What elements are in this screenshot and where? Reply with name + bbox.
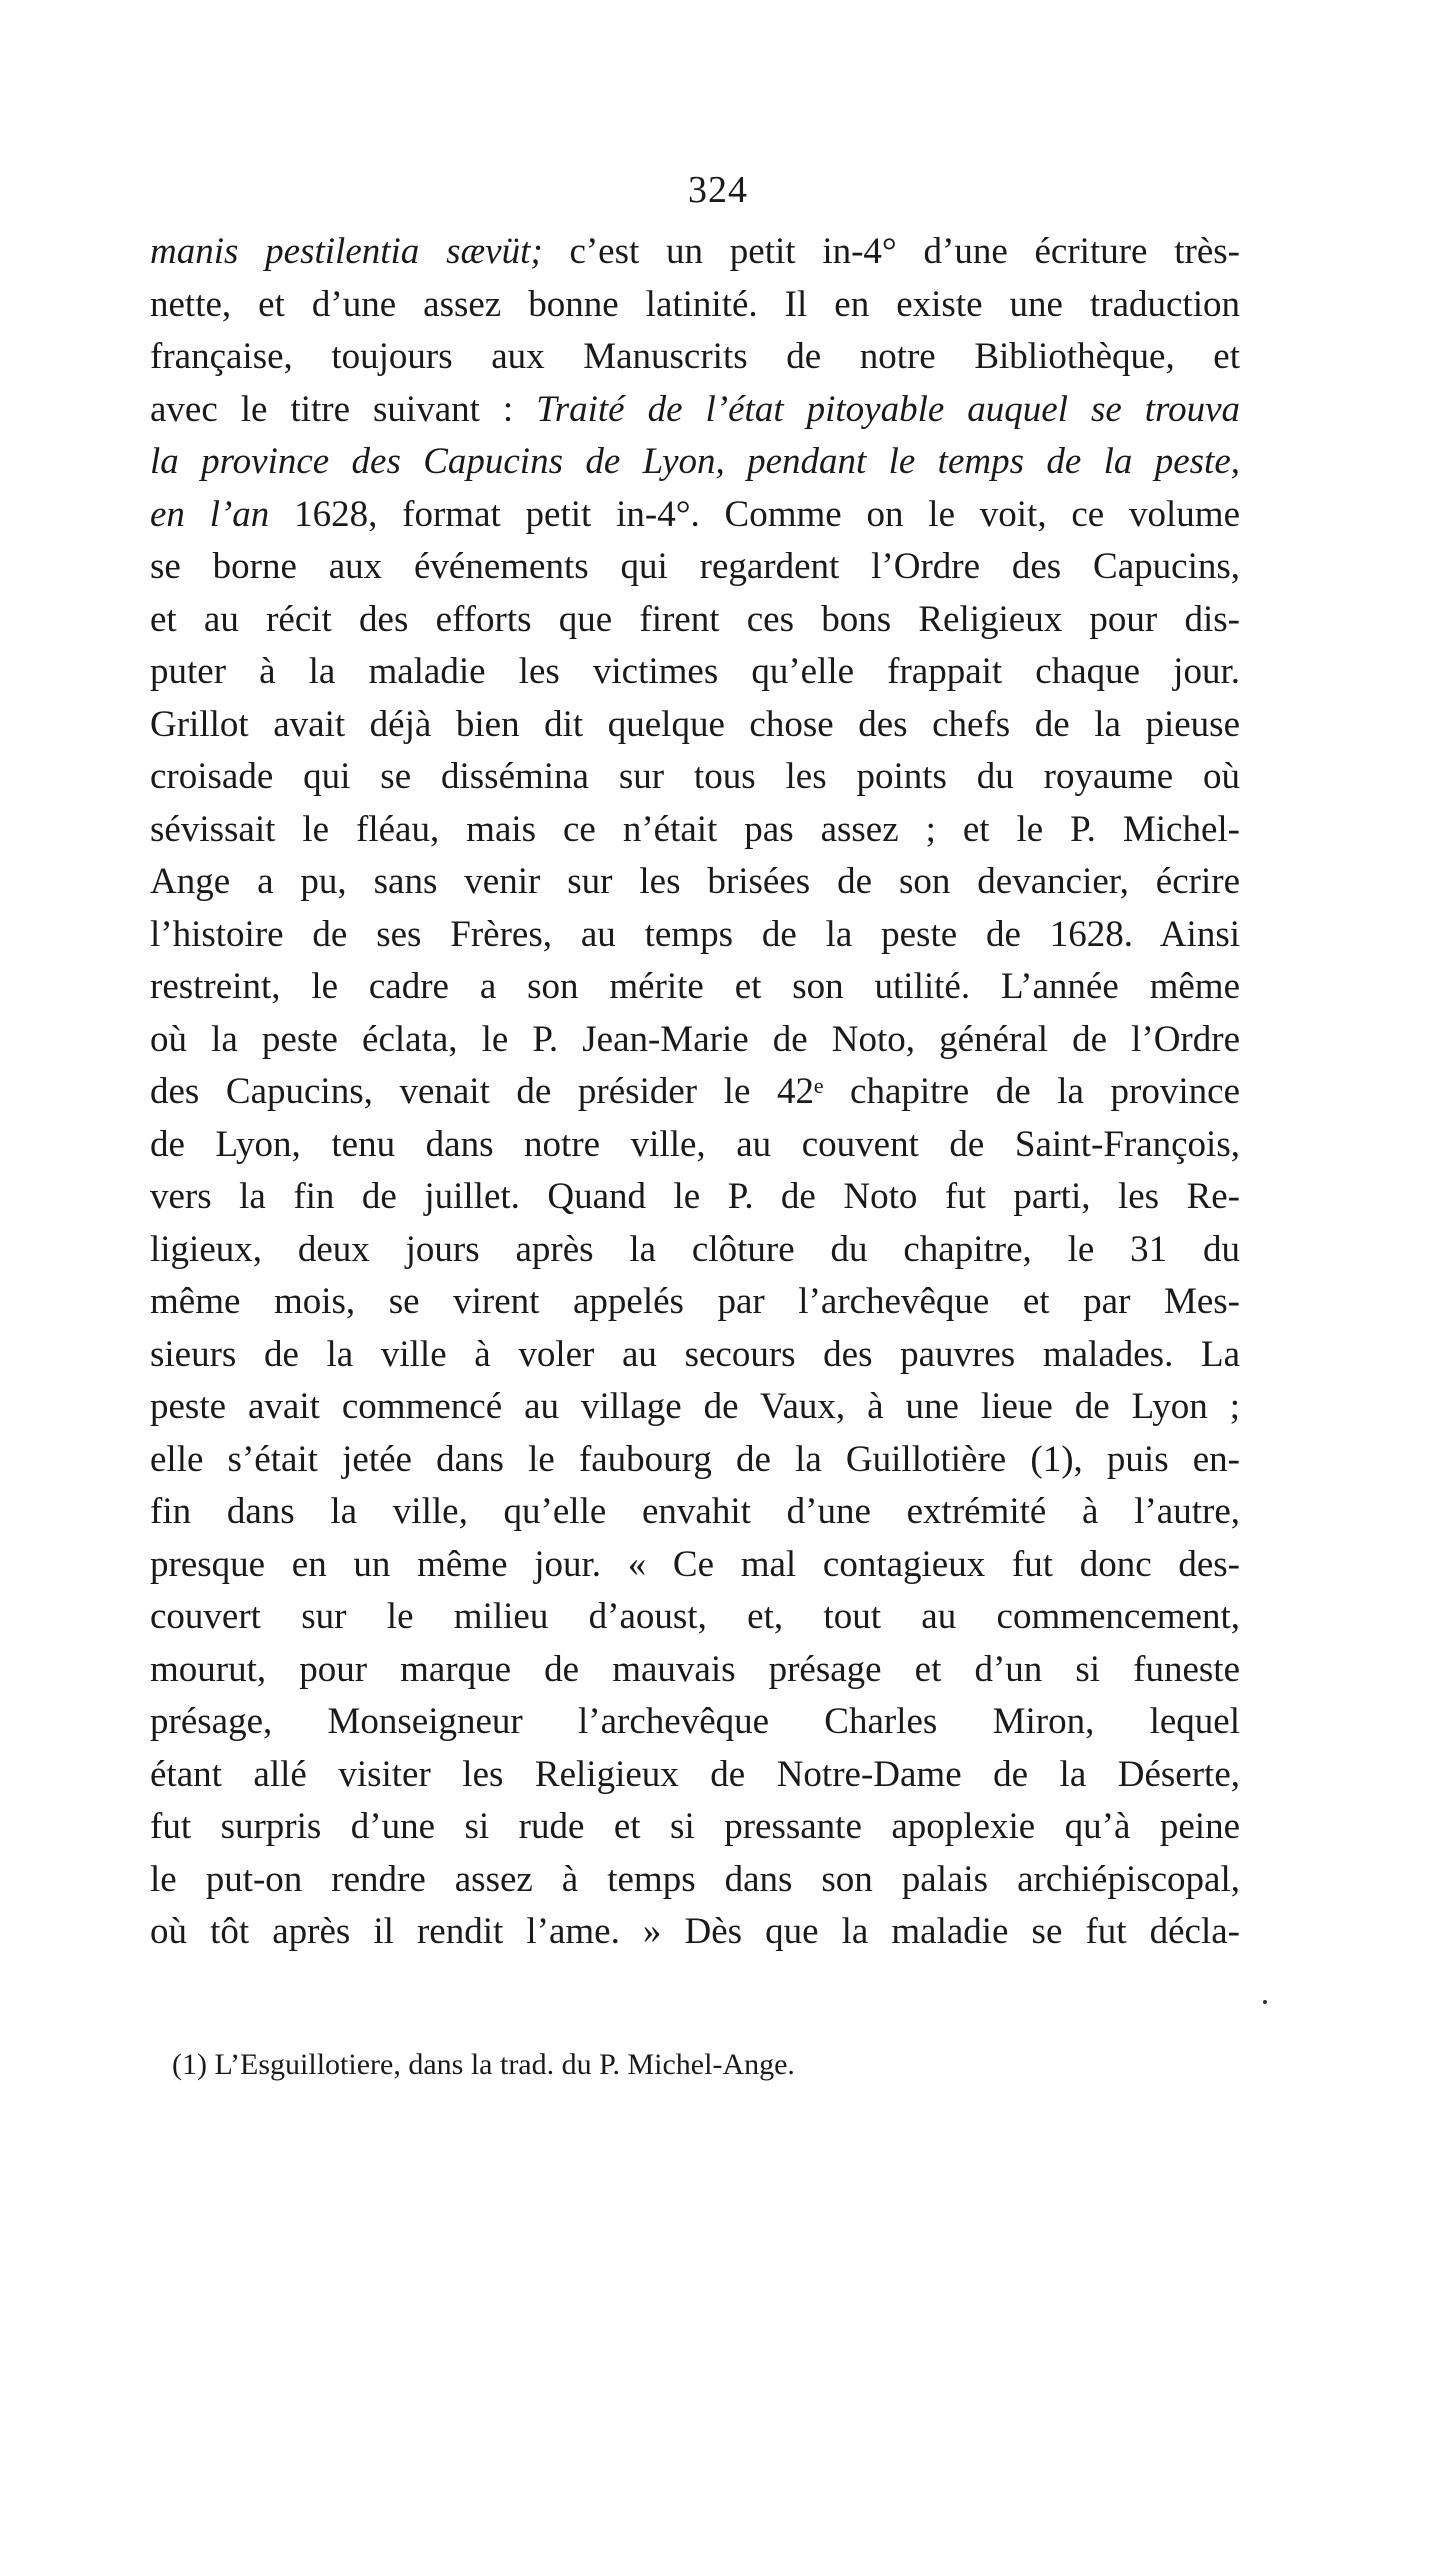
text-line: [150, 1539, 1240, 1592]
text-segment: où la peste éclata, le P. Jean-Marie de Noto, général de l’Ordre: [150, 1018, 1240, 1060]
text-line: [150, 646, 1240, 699]
text-segment: avec le titre suivant :: [150, 388, 537, 430]
text-line: [150, 1486, 1240, 1539]
text-line: [150, 804, 1240, 857]
text-segment: Grillot avait déjà bien dit quelque chose des chefs de la pieuse: [150, 703, 1240, 745]
text-line: [150, 699, 1240, 752]
text-line: [150, 384, 1240, 437]
text-line: [150, 436, 1240, 489]
text-line: [150, 331, 1240, 384]
text-segment: fut surpris d’une si rude et si pressante apoplexie qu’à peine: [150, 1806, 1240, 1847]
text-line: [150, 1906, 1240, 1959]
text-segment: croisade qui se dissémina sur tous les points du royaume où: [150, 756, 1240, 797]
text-segment: étant allé visiter les Religieux de Notre-Dame de la Déserte,: [150, 1753, 1240, 1795]
text-line: [150, 1329, 1240, 1382]
text-segment: couvert sur le milieu d’aoust, et, tout au commencement,: [150, 1596, 1240, 1637]
text-segment: vers la fin de juillet. Quand le P. de Noto fut parti, les Re-: [150, 1176, 1240, 1217]
text-segment: sévissait le fléau, mais ce n’était pas assez ; et le P. Michel-: [150, 808, 1240, 850]
text-segment: restreint, le cadre a son mérite et son utilité. L’année même: [150, 966, 1240, 1007]
text-segment: nette, et d’une assez bonne latinité. Il en existe une traduction: [150, 283, 1240, 325]
text-line: [150, 1434, 1240, 1487]
text-segment: fin dans la ville, qu’elle envahit d’une extrémité à l’autre,: [150, 1491, 1240, 1532]
text-line: [150, 1854, 1240, 1907]
text-line: [150, 541, 1240, 594]
text-segment: peste avait commencé au village de Vaux, à une lieue de Lyon ;: [150, 1386, 1240, 1427]
text-line: [150, 489, 1240, 542]
text-segment: française, toujours aux Manuscrits de notre Bibliothèque, et: [150, 336, 1240, 377]
text-line: [150, 1644, 1240, 1697]
text-segment: elle s’était jetée dans le faubourg de la Guillotière (1), puis en-: [150, 1438, 1240, 1480]
text-segment: mourut, pour marque de mauvais présage et d’un si funeste: [150, 1648, 1240, 1690]
text-line: [150, 1591, 1240, 1644]
text-line: [150, 1381, 1240, 1434]
text-line: [150, 1696, 1240, 1749]
text-segment: sieurs de la ville à voler au secours des pauvres malades. La: [150, 1333, 1240, 1375]
text-segment: présage, Monseigneur l’archevêque Charles Miron, lequel: [150, 1701, 1240, 1742]
text-segment: Ange a pu, sans venir sur les brisées de son devancier, écrire: [150, 861, 1240, 902]
text-segment: se borne aux événements qui regardent l’Ordre des Capucins,: [150, 546, 1240, 587]
text-line: [150, 1224, 1240, 1277]
text-segment: l’histoire de ses Frères, au temps de la peste de 1628. Ainsi: [150, 913, 1240, 955]
body-text: [150, 226, 1240, 1959]
text-line: [150, 909, 1240, 962]
text-line: [150, 226, 1240, 279]
print-speck: [1263, 2000, 1267, 2004]
text-segment: 1628, format petit in-4°. Comme on le voit, ce volume: [294, 493, 1240, 535]
text-segment: où tôt après il rendit l’ame. » Dès que la maladie se fut décla-: [150, 1911, 1240, 1952]
text-line: [150, 1276, 1240, 1329]
text-segment: puter à la maladie les victimes qu’elle frappait chaque jour.: [150, 651, 1240, 692]
text-segment: même mois, se virent appelés par l’archevêque et par Mes-: [150, 1281, 1240, 1322]
text-segment: des Capucins, venait de présider le 42ᵉ chapitre de la province: [150, 1071, 1240, 1112]
text-line: [150, 594, 1240, 647]
text-line: [150, 1171, 1240, 1224]
text-line: [150, 1066, 1240, 1119]
text-line: [150, 1014, 1240, 1067]
text-line: [150, 1119, 1240, 1172]
text-line: [150, 751, 1240, 804]
text-segment: c’est un petit in-4° d’une écriture très-: [569, 231, 1240, 272]
text-segment: le put-on rendre assez à temps dans son palais archiépiscopal,: [150, 1858, 1240, 1900]
text-segment: la province des Capucins de Lyon, pendant le temps de la peste,: [150, 441, 1240, 482]
text-line: [150, 1801, 1240, 1854]
text-line: [150, 279, 1240, 332]
text-segment: Traité de l’état pitoyable auquel se trouva: [536, 388, 1241, 430]
text-segment: de Lyon, tenu dans notre ville, au couvent de Saint-François,: [150, 1123, 1240, 1165]
text-segment: ligieux, deux jours après la clôture du chapitre, le 31 du: [150, 1228, 1240, 1270]
text-segment: manis pestilentia sævüt;: [150, 231, 570, 272]
text-segment: et au récit des efforts que firent ces bons Religieux pour dis-: [150, 598, 1240, 640]
text-segment: presque en un même jour. « Ce mal contagieux fut donc des-: [150, 1543, 1240, 1585]
text-line: [150, 856, 1240, 909]
text-line: [150, 1749, 1240, 1802]
footnote: (1) L’Esguillotiere, dans la trad. du P. Michel-Ange.: [172, 2048, 795, 2081]
text-segment: en l’an: [150, 493, 295, 535]
text-line: [150, 961, 1240, 1014]
page-number: 324: [688, 169, 748, 211]
